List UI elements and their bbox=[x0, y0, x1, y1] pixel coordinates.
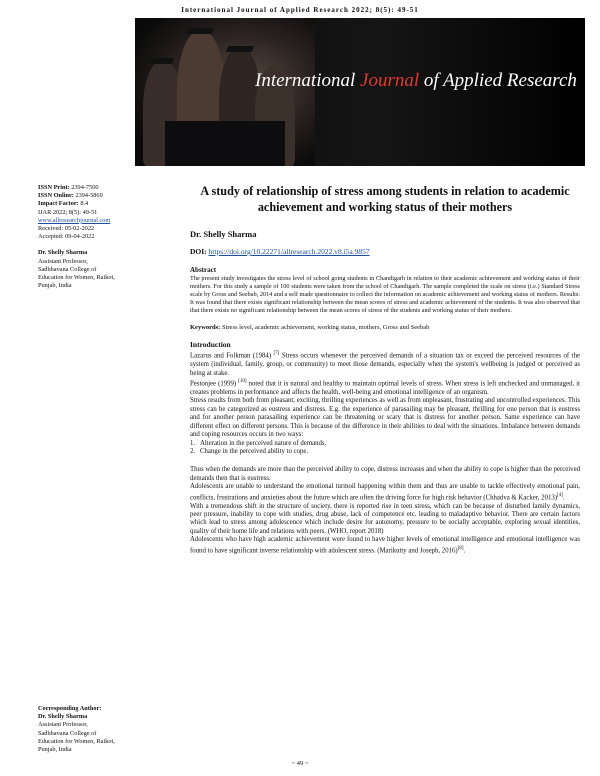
paragraph-text: . bbox=[562, 494, 565, 502]
graduation-gowns bbox=[165, 121, 285, 166]
banner-title-highlight: Journal bbox=[360, 70, 420, 91]
paragraph-text: Stress occurs whenever the perceived demands of a situation tax or exceed the perceived resources of the system (individual, family, group, or community) to meet those demands, especially when the system's wellbeing is judged or perceived as being at stake. bbox=[190, 352, 580, 377]
journal-website-link[interactable]: www.allresearchjournal.com bbox=[38, 216, 111, 224]
grad-cap-icon bbox=[186, 28, 214, 34]
keywords-text: Stress level, academic achievement, working status, mothers, Gross and Seebab bbox=[221, 324, 430, 332]
paragraph-gap bbox=[190, 456, 580, 466]
introduction-heading: Introduction bbox=[190, 340, 231, 350]
doi-link[interactable]: https://doi.org/10.22271/allresearch.2022.v8.i5a.9857 bbox=[208, 247, 370, 256]
journal-header: International Journal of Applied Research 2022; 8(5): 49-51 bbox=[181, 6, 419, 14]
issn-online-value: 2394-5869 bbox=[73, 192, 103, 200]
list-item bbox=[190, 440, 580, 448]
paragraph-text: Pestonjee (1999) bbox=[190, 380, 239, 388]
list-number: 1. bbox=[190, 439, 196, 447]
article-title: A study of relationship of stress among students in relation to academic achievement and working status of their mothers bbox=[200, 184, 570, 214]
keywords-line bbox=[190, 324, 580, 331]
affiliation-line: Sadbhavana College of bbox=[38, 265, 97, 273]
page-number: ~ 49 ~ bbox=[291, 760, 309, 767]
banner-title-part2: of Applied Research bbox=[419, 70, 577, 91]
abstract-text: The present study investigates the stress level of school going students in Chandigarh in relation to their academic achievement and working status of their mothers. For this study a sample of 100 students were taken from the school of Chandigarh. The sample completed the scale on stress (i.e.) Standard Stress scale by Gross and Seebab, 2014 and a self made questionnaire to collect the information on academic achievement and working status of mothers. Results: It was found that there exists significant relationship between the mean scores of stress and academic achievement of the students. It was also observed that that there exists no significant relationship between the mean scores of stress of the students and working status of their mothers. bbox=[190, 275, 580, 315]
author-affiliation bbox=[38, 249, 164, 290]
corresponding-name: Dr. Shelly Sharma bbox=[38, 713, 88, 721]
article-main bbox=[190, 184, 580, 556]
affiliation-line: Assistant Professor, bbox=[38, 257, 88, 265]
numbered-list bbox=[190, 440, 580, 457]
article-info-sidebar bbox=[38, 184, 164, 290]
intro-paragraph: Stress results from both from pleasant, exciting, thrilling experiences as well as from unpleasant, frustrating and uncontrolled experiences. This stress can be categorized as eustress and distress. E.g. the experience of parasailing may be pleasant, thrilling for one person that is eustress and for another person parasailing experience can be threatening or scary that is distress for another person. Same experience can have different effect on different persons. This is because of the difference in their abilities to deal with the situations. Imbalance between demands and coping resources occurs in two ways: bbox=[190, 397, 580, 439]
citation-ref: [10] bbox=[238, 379, 247, 385]
corresponding-line: Assistant Professor, bbox=[38, 721, 88, 729]
issn-print-label: ISSN Print: bbox=[38, 184, 70, 191]
citation-ref: [4] bbox=[557, 492, 563, 498]
banner-title bbox=[255, 70, 577, 92]
received-date: Received: 05-02-2022 bbox=[38, 225, 95, 233]
keywords-label: Keywords: bbox=[190, 324, 222, 332]
list-item-text: Alteration in the perceived nature of demands. bbox=[200, 439, 327, 447]
grad-cap-icon bbox=[226, 46, 254, 52]
corresponding-line: Sadbhavana College of bbox=[38, 729, 97, 737]
paragraph-text: Adolescents who have high academic achievement were found to have higher levels of emotional intelligence and emotional intelligence was found to have significant inverse relationship with adolescent stress. (Marikutty and Joseph, 2016) bbox=[190, 536, 580, 555]
impact-label: Impact Factor: bbox=[38, 200, 79, 208]
intro-paragraph bbox=[190, 378, 580, 397]
doi-line bbox=[190, 247, 580, 256]
accepted-date: Accepted: 09-04-2022 bbox=[38, 233, 95, 241]
issn-print-value: 2394-7500 bbox=[69, 184, 99, 191]
corresponding-line: Punjab, India bbox=[38, 746, 72, 754]
corresponding-line: Education for Women, Raikot, bbox=[38, 737, 115, 745]
abstract-heading: Abstract bbox=[190, 266, 217, 274]
grad-cap-icon bbox=[146, 58, 174, 64]
list-item bbox=[190, 448, 580, 456]
intro-paragraph bbox=[190, 483, 580, 502]
corresponding-heading: Corresponding Author: bbox=[38, 705, 102, 712]
issn-print bbox=[38, 184, 164, 192]
affiliation-line: Punjab, India bbox=[38, 282, 72, 290]
paragraph-text: Lazarus and Folkman (1984) bbox=[190, 352, 274, 360]
doi-label: DOI: bbox=[190, 247, 209, 256]
intro-paragraph bbox=[190, 350, 580, 378]
citation-ref: [7] bbox=[273, 351, 280, 357]
impact-value: 8.4 bbox=[78, 200, 89, 208]
issn-online bbox=[38, 192, 164, 200]
intro-paragraph: With a tremendous shift in the structure of society, there is reported rise in teen stress, which can be because of disturbed family dynamics, peer pressure, inability to cope with studies, drug abuse, lack of competence etc. leading to maladaptive behavior. There are certain factors which lead to stress among adolescence which include desire for autonomy, pressure to be socially acceptable, exploring sexual identities, quality of their home life and relations with peers. (WHO, report 2018) bbox=[190, 502, 580, 535]
ijar-volume: IJAR 2022; 8(5): 49-51 bbox=[38, 208, 98, 216]
paragraph-text: noted that it is natural and healthy to maintain optimal levels of stress. When stress is left unchecked and unmanaged, it creates problems in performance and affects the health, well-being and emotional intelligence of an organism. bbox=[190, 380, 580, 396]
sidebar-author-name: Dr. Shelly Sharma bbox=[38, 249, 88, 257]
journal-banner bbox=[135, 18, 585, 166]
corresponding-author-block bbox=[38, 705, 164, 754]
affiliation-line: Education for Women, Raikot, bbox=[38, 274, 115, 282]
issn-online-label: ISSN Online: bbox=[38, 192, 74, 200]
list-item-text: Change in the perceived ability to cope. bbox=[200, 447, 309, 455]
list-number: 2. bbox=[190, 447, 196, 455]
intro-paragraph bbox=[190, 536, 580, 555]
paragraph-text: Adolescents are unable to understand the emotional turmoil happening within them and thus are unable to tackle effectively emotional pain, conflicts, frustrations and anxieties about the future which are often the driving force for high risk behavior (Chhadva & Kacker, 2013) bbox=[190, 483, 580, 502]
article-author: Dr. Shelly Sharma bbox=[190, 229, 257, 239]
paragraph-text: . bbox=[463, 547, 466, 555]
intro-paragraph: Thus when the demands are more than the perceived ability to cope, distress increases and when the ability to cope is higher than the perceived demands then that is eustress. bbox=[190, 466, 580, 482]
banner-title-part1: International bbox=[255, 70, 361, 91]
citation-ref: [8] bbox=[457, 545, 464, 551]
impact-factor bbox=[38, 200, 164, 208]
